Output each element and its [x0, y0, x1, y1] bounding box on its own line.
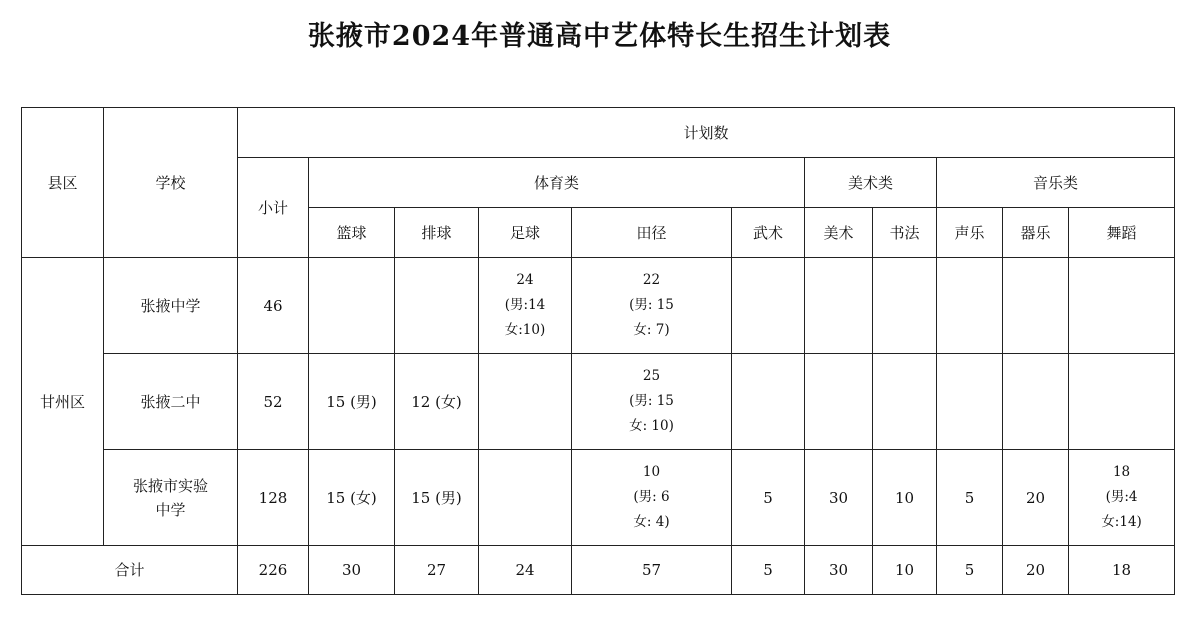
- calligraphy-header: 书法: [873, 208, 937, 258]
- martial-arts-cell: [732, 258, 805, 354]
- art-header: 美术类: [805, 158, 937, 208]
- calligraphy-cell: [873, 354, 937, 450]
- total-fine-art: 30: [805, 546, 873, 595]
- athletics-header: 田径: [572, 208, 732, 258]
- athletics-female: 女: 4): [633, 514, 670, 530]
- martial-arts-cell: 5: [732, 450, 805, 546]
- athletics-female: 女: 7): [633, 322, 670, 338]
- football-cell: [479, 354, 572, 450]
- calligraphy-cell: 10: [873, 450, 937, 546]
- basketball-cell: 15 (男): [309, 354, 395, 450]
- subtotal-cell: 128: [238, 450, 309, 546]
- vocal-cell: [937, 354, 1003, 450]
- volleyball-cell: [395, 258, 479, 354]
- basketball-header: 篮球: [309, 208, 395, 258]
- total-football: 24: [479, 546, 572, 595]
- fine-art-cell: 30: [805, 450, 873, 546]
- football-cell: [479, 450, 572, 546]
- fine-art-cell: [805, 258, 873, 354]
- school-name-line2: 中学: [155, 500, 186, 519]
- header-row-1: [22, 108, 1175, 158]
- dance-header: 舞蹈: [1069, 208, 1175, 258]
- instrumental-header: 器乐: [1003, 208, 1069, 258]
- vocal-cell: 5: [937, 450, 1003, 546]
- football-total: 24: [516, 272, 534, 288]
- total-subtotal: 226: [238, 546, 309, 595]
- instrumental-cell: [1003, 258, 1069, 354]
- dance-cell: [1069, 258, 1175, 354]
- county-header: 县区: [22, 108, 104, 258]
- dance-cell: [1069, 354, 1175, 450]
- subtotal-header: 小计: [238, 158, 309, 258]
- school-cell: 张掖中学: [104, 258, 238, 354]
- basketball-cell: [309, 258, 395, 354]
- plan-header: 计划数: [238, 108, 1175, 158]
- table-row: [22, 258, 1175, 354]
- volleyball-cell: 15 (男): [395, 450, 479, 546]
- total-athletics: 57: [572, 546, 732, 595]
- total-basketball: 30: [309, 546, 395, 595]
- total-row: [22, 546, 1175, 595]
- page-title: 张掖市2024年普通高中艺体特长生招生计划表: [307, 21, 892, 52]
- athletics-total: 22: [642, 272, 661, 288]
- martial-arts-header: 武术: [732, 208, 805, 258]
- total-label: 合计: [22, 546, 238, 595]
- county-cell: 甘州区: [22, 258, 104, 546]
- subtotal-cell: 46: [238, 258, 309, 354]
- fine-art-header: 美术: [805, 208, 873, 258]
- martial-arts-cell: [732, 354, 805, 450]
- dance-cell: [1069, 450, 1175, 546]
- football-cell: [479, 258, 572, 354]
- fine-art-cell: [805, 354, 873, 450]
- table-row: [22, 450, 1175, 546]
- football-male: (男:14: [504, 297, 546, 313]
- total-vocal: 5: [937, 546, 1003, 595]
- athletics-cell: [572, 450, 732, 546]
- volleyball-cell: 12 (女): [395, 354, 479, 450]
- football-female: 女:10): [504, 322, 546, 338]
- enrollment-plan-table: [21, 107, 1175, 595]
- athletics-male: (男: 15: [629, 393, 674, 409]
- total-dance: 18: [1069, 546, 1175, 595]
- school-cell: [104, 450, 238, 546]
- vocal-cell: [937, 258, 1003, 354]
- dance-female: 女:14): [1101, 514, 1142, 530]
- music-header: 音乐类: [937, 158, 1175, 208]
- dance-total: 18: [1112, 464, 1131, 480]
- school-cell: 张掖二中: [104, 354, 238, 450]
- athletics-female: 女: 10): [629, 418, 674, 434]
- total-volleyball: 27: [395, 546, 479, 595]
- vocal-header: 声乐: [937, 208, 1003, 258]
- volleyball-header: 排球: [395, 208, 479, 258]
- dance-male: (男:4: [1105, 489, 1138, 505]
- athletics-total: 10: [642, 464, 661, 480]
- school-header: 学校: [104, 108, 238, 258]
- subtotal-cell: 52: [238, 354, 309, 450]
- total-calligraphy: 10: [873, 546, 937, 595]
- table-row: [22, 354, 1175, 450]
- basketball-cell: 15 (女): [309, 450, 395, 546]
- sports-header: 体育类: [309, 158, 805, 208]
- school-name-line1: 张掖市实验: [132, 476, 208, 495]
- total-instrumental: 20: [1003, 546, 1069, 595]
- athletics-total: 25: [642, 368, 661, 384]
- athletics-cell: [572, 354, 732, 450]
- calligraphy-cell: [873, 258, 937, 354]
- instrumental-cell: [1003, 354, 1069, 450]
- football-header: 足球: [479, 208, 572, 258]
- athletics-male: (男: 15: [629, 297, 674, 313]
- total-martial-arts: 5: [732, 546, 805, 595]
- instrumental-cell: 20: [1003, 450, 1069, 546]
- athletics-cell: [572, 258, 732, 354]
- athletics-male: (男: 6: [633, 489, 670, 505]
